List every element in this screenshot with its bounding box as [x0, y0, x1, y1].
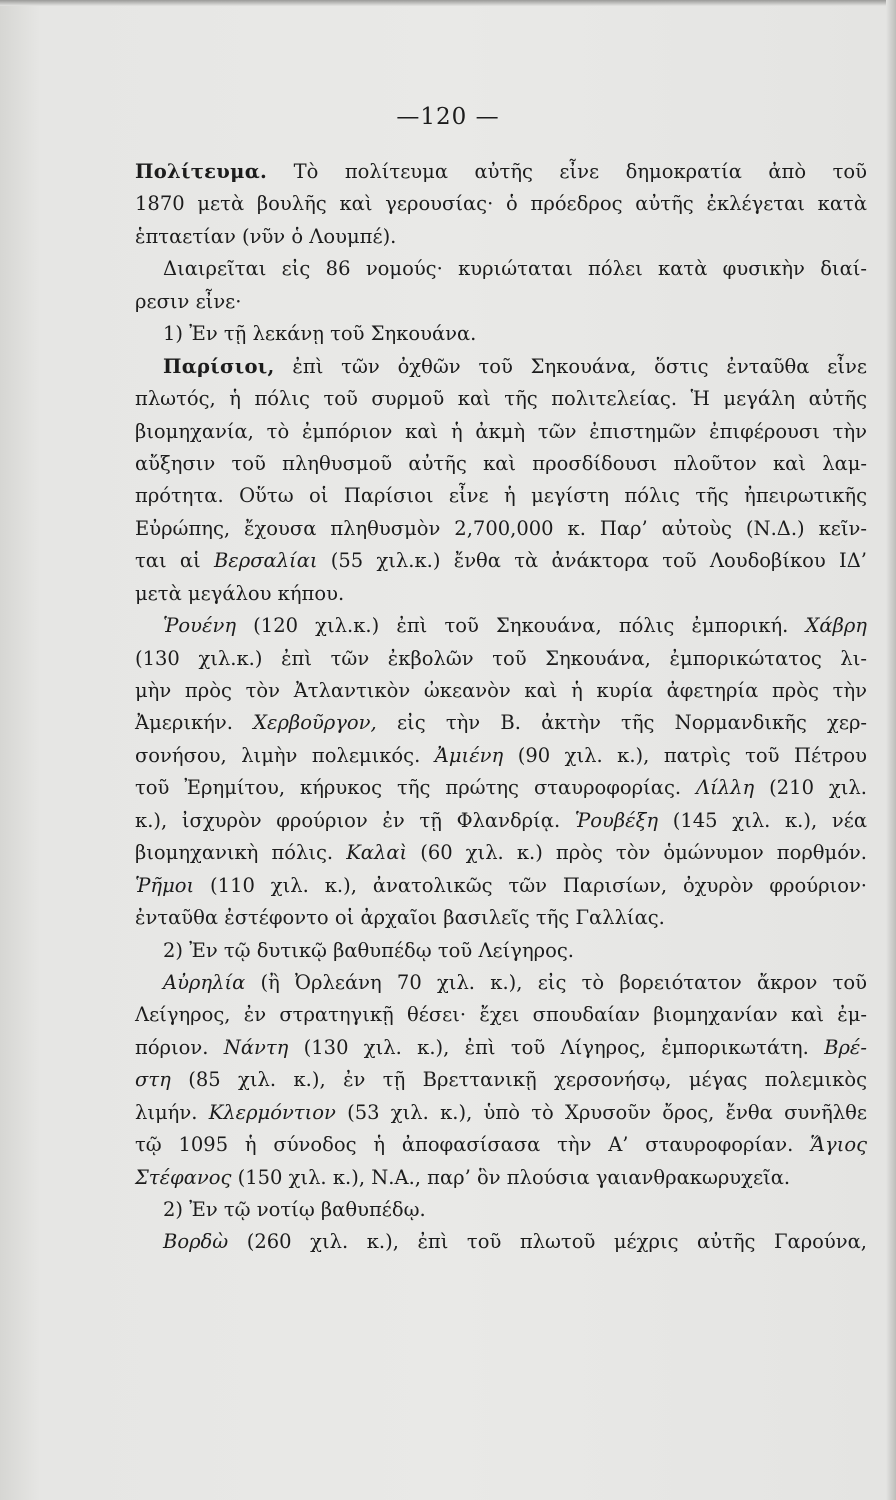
place-name: Ἅγιος: [810, 1133, 867, 1157]
place-name: Νάντη: [223, 1035, 289, 1059]
text-segment: (90 χιλ. κ.), πατρὶς τοῦ Πέτρου: [503, 743, 867, 767]
text-line: [135, 1226, 867, 1258]
text-segment: (55 χιλ.κ.) ἔνθα τὰ ἀνάκτορα τοῦ Λουδοβίκου ΙΔ’: [317, 549, 867, 573]
text-line: [135, 318, 867, 350]
place-name: Λίλλη: [696, 776, 755, 800]
page-top-edge: [0, 0, 896, 6]
text-line: [135, 416, 867, 448]
place-name: Ῥουβέξη: [574, 808, 659, 832]
page-number: —120 —: [396, 104, 500, 130]
text-segment: σονήσου, λιμὴν πολεμικός.: [135, 743, 435, 767]
text-segment: Λείγηρος, ἐν στρατηγικῇ θέσει· ἔχει σπουδαίαν βιομηχανίαν καὶ ἐμ-: [135, 1003, 867, 1027]
text-line: [135, 221, 867, 253]
place-name: Ῥῆμοι: [135, 873, 195, 897]
text-segment: μετὰ μεγάλου κήπου.: [135, 581, 345, 605]
text-segment: πρότητα. Οὕτω οἱ Παρίσιοι εἶνε ἡ μεγίστη πόλις τῆς ἠπειρωτικῆς: [135, 484, 867, 508]
text-line: [135, 1032, 867, 1064]
place-name: Βρέ-: [824, 1035, 867, 1059]
text-line: [135, 837, 867, 869]
text-line: [135, 286, 867, 318]
body-text: [135, 156, 867, 1259]
text-segment: εἰς τὴν Β. ἀκτὴν τῆς Νορμανδικῆς χερ-: [376, 711, 867, 735]
text-segment: τῷ 1095 ἡ σύνοδος ἡ ἀποφασίσασα τὴν Α’ σταυροφορίαν.: [135, 1133, 811, 1157]
text-segment: Διαιρεῖται εἰς 86 νομούς· κυριώταται πόλει κατὰ φυσικὴν διαί-: [163, 257, 867, 281]
text-line: [135, 935, 867, 967]
text-line: [135, 480, 867, 512]
text-segment: (ἢ Ὀρλεάνη 70 χιλ. κ.), εἰς τὸ βορειότατον ἄκρον τοῦ: [245, 970, 867, 994]
page-right-edge: [886, 0, 896, 1500]
text-line: [135, 578, 867, 610]
text-line: [135, 448, 867, 480]
text-segment: (85 χιλ. κ.), ἐν τῇ Βρεττανικῇ χερσονήσῳ, μέγας πολεμικὸς: [170, 1068, 867, 1092]
text-line: [135, 156, 867, 188]
text-segment: 1870 μετὰ βουλῆς καὶ γερουσίας· ὁ πρόεδρος αὐτῆς ἐκλέγεται κατὰ: [135, 192, 867, 216]
text-line: [135, 870, 867, 902]
text-segment: (130 χιλ. κ.), ἐπὶ τοῦ Λίγηρος, ἐμπορικωτάτη.: [288, 1035, 825, 1059]
place-name: στη: [135, 1068, 171, 1092]
text-segment: 2) Ἐν τῷ νοτίῳ βαθυπέδῳ.: [163, 1198, 426, 1221]
text-segment: 2) Ἐν τῷ δυτικῷ βαθυπέδῳ τοῦ Λείγηρος.: [163, 938, 574, 962]
text-segment: αὔξησιν τοῦ πληθυσμοῦ αὐτῆς καὶ προσδίδουσι πλοῦτον καὶ λαμ-: [135, 451, 867, 475]
text-line: [135, 740, 867, 772]
text-line: [135, 188, 867, 220]
text-line: [135, 1129, 867, 1161]
text-line: [135, 545, 867, 577]
text-line: [135, 513, 867, 545]
text-line: [135, 805, 867, 837]
text-segment: (60 χιλ. κ.) πρὸς τὸν ὁμώνυμον πορθμόν.: [407, 841, 867, 865]
place-name: Αὐρηλία: [163, 970, 246, 994]
text-line: [135, 902, 867, 934]
place-name: Καλαὶ: [346, 841, 408, 865]
text-segment: βιομηχανία, τὸ ἐμπόριον καὶ ἡ ἀκμὴ τῶν ἐπιστημῶν ἐπιφέρουσι τὴν: [135, 419, 867, 443]
text-segment: (145 χιλ. κ.), νέα: [658, 808, 867, 832]
text-segment: (120 χιλ.κ.) ἐπὶ τοῦ Σηκουάνα, πόλις ἐμπορική.: [236, 614, 806, 638]
text-segment: ται αἱ: [135, 549, 214, 573]
text-line: [135, 351, 867, 383]
text-line: [135, 1194, 867, 1226]
text-segment: (210 χιλ.: [754, 776, 867, 800]
place-name: Στέφανος: [135, 1165, 232, 1189]
text-segment: πόριον.: [135, 1035, 224, 1059]
text-segment: κ.), ἰσχυρὸν φρούριον ἐν τῇ Φλανδρίᾳ.: [135, 808, 575, 832]
text-segment: (130 χιλ.κ.) ἐπὶ τῶν ἐκβολῶν τοῦ Σηκουάνα, ἐμπορικώτατος λι-: [135, 646, 867, 670]
text-segment: Ἀμερικήν.: [135, 711, 254, 735]
text-line: [135, 675, 867, 707]
text-line: [135, 1097, 867, 1129]
text-segment: τοῦ Ἐρημίτου, κήρυκος τῆς πρώτης σταυροφορίας.: [135, 776, 697, 800]
place-name: Ῥουένη: [163, 614, 237, 638]
section-heading: Παρίσιοι,: [163, 354, 275, 378]
text-segment: Τὸ πολίτευμα αὐτῆς εἶνε δημοκρατία ἀπὸ τοῦ: [267, 160, 867, 183]
text-segment: λιμήν.: [135, 1100, 209, 1124]
text-line: [135, 253, 867, 285]
text-line: [135, 967, 867, 999]
text-line: [135, 643, 867, 675]
text-line: [135, 383, 867, 415]
text-segment: ἐνταῦθα ἐστέφοντο οἱ ἀρχαῖοι βασιλεῖς τῆς Γαλλίας.: [135, 906, 665, 930]
text-segment: μὴν πρὸς τὸν Ἀτλαντικὸν ὠκεανὸν καὶ ἡ κυρία ἀφετηρία πρὸς τὴν: [135, 679, 867, 702]
place-name: Ἀμιένη: [434, 743, 504, 767]
text-line: [135, 610, 867, 642]
place-name: Βερσαλίαι: [213, 549, 318, 573]
place-name: Βορδὼ: [163, 1230, 229, 1254]
place-name: Χάβρη: [805, 614, 867, 638]
text-line: [135, 707, 867, 739]
text-segment: 1) Ἐν τῇ λεκάνῃ τοῦ Σηκουάνα.: [163, 322, 477, 346]
place-name: Κλερμόντιον: [208, 1100, 336, 1124]
text-line: [135, 999, 867, 1031]
text-segment: βιομηχανικὴ πόλις.: [135, 841, 347, 865]
text-line: [135, 772, 867, 804]
text-segment: (260 χιλ. κ.), ἐπὶ τοῦ πλωτοῦ μέχρις αὐτῆς Γαρούνα,: [228, 1230, 867, 1254]
text-segment: ρεσιν εἶνε·: [135, 289, 242, 313]
text-segment: πλωτός, ἡ πόλις τοῦ συρμοῦ καὶ τῆς πολιτελείας. Ἡ μεγάλη αὐτῆς: [135, 387, 867, 411]
text-segment: ἑπταετίαν (νῦν ὁ Λουμπέ).: [135, 224, 397, 248]
text-segment: (150 χιλ. κ.), Ν.Α., παρ’ ὃν πλούσια γαιανθρακωρυχεῖα.: [231, 1165, 791, 1189]
text-line: [135, 1064, 867, 1096]
text-segment: Εὐρώπης, ἔχουσα πληθυσμὸν 2,700,000 κ. Παρ’ αὐτοὺς (Ν.Δ.) κεῖν-: [135, 516, 867, 540]
text-segment: (53 χιλ. κ.), ὑπὸ τὸ Χρυσοῦν ὄρος, ἔνθα συνῆλθε: [335, 1100, 867, 1124]
text-segment: ἐπὶ τῶν ὀχθῶν τοῦ Σηκουάνα, ὅστις ἐνταῦθα εἶνε: [274, 354, 867, 378]
section-heading: Πολίτευμα.: [135, 160, 268, 183]
text-line: [135, 1162, 867, 1194]
place-name: Χερβοῦργον,: [253, 711, 377, 735]
text-segment: (110 χιλ. κ.), ἀνατολικῶς τῶν Παρισίων, ὀχυρὸν φρούριον·: [194, 873, 867, 897]
